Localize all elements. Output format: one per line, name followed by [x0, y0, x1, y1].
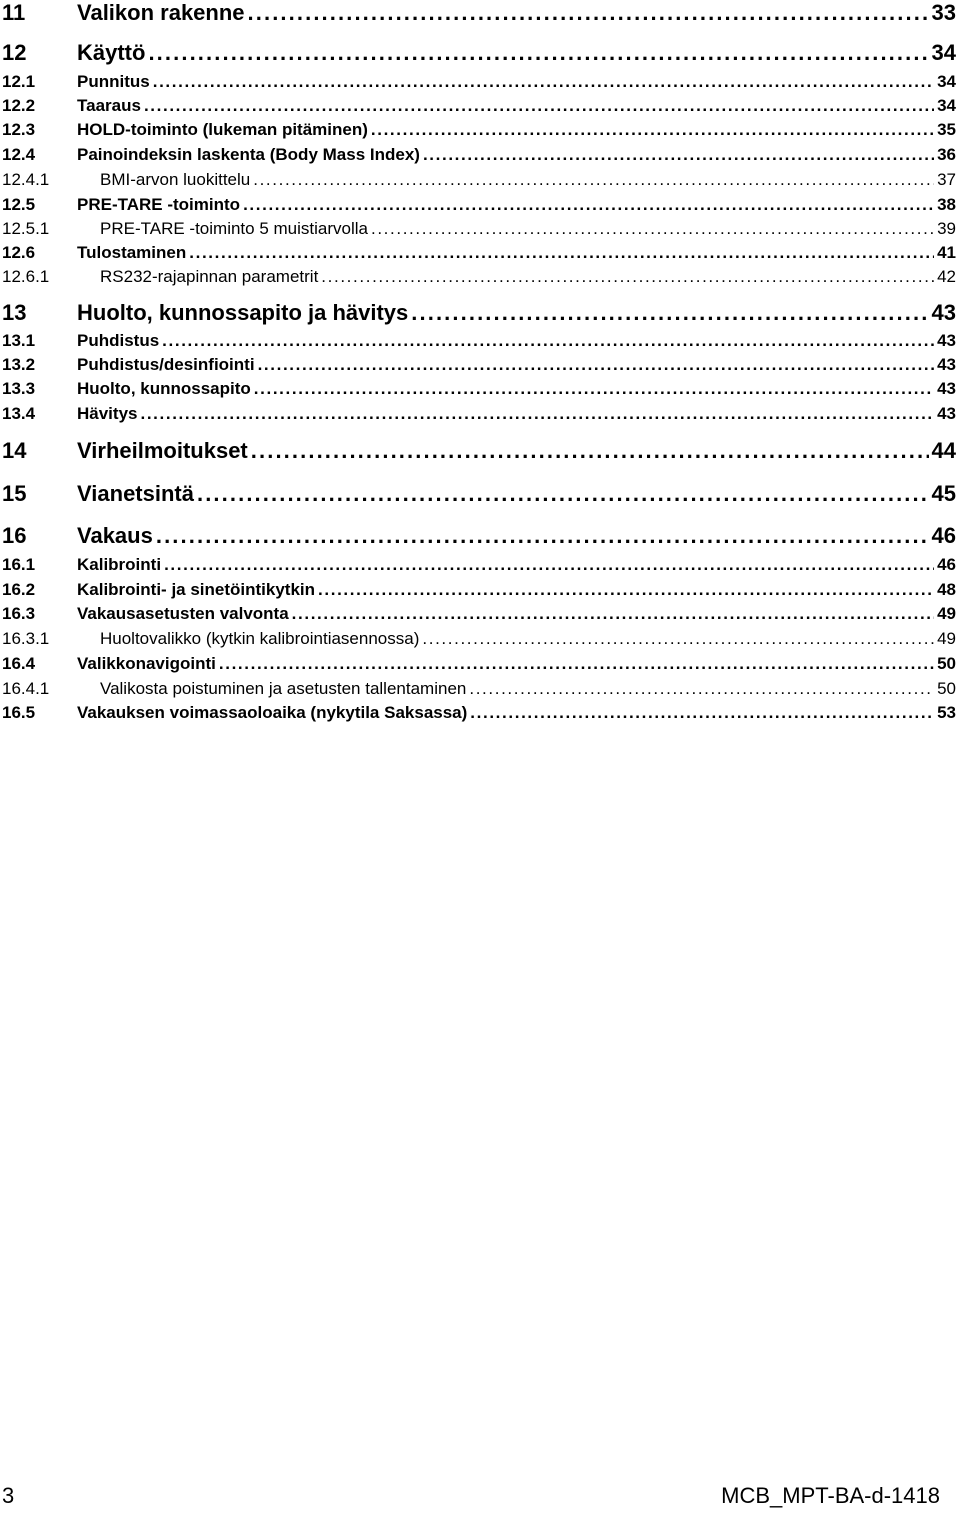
toc-entry-title: Kalibrointi- ja sinetöintikytkin: [77, 580, 316, 599]
toc-entry-title: HOLD-toiminto (lukeman pitäminen): [77, 120, 368, 139]
toc-entry[interactable]: [0, 405, 960, 422]
toc-entry[interactable]: [0, 556, 960, 573]
toc-dot-leader: [371, 121, 934, 138]
toc-entry-title: Huoltovalikko (kytkin kalibrointiasennossa): [100, 629, 420, 648]
toc-entry-title: Puhdistus/desinfiointi: [77, 355, 255, 374]
toc-entry-title: Valikosta poistuminen ja asetusten tallentaminen: [100, 679, 467, 698]
toc-entry-page: 41: [937, 243, 956, 262]
toc-entry-page: 50: [937, 654, 956, 673]
toc-entry-number: 12.4: [2, 145, 36, 164]
toc-entry-number: 16: [2, 523, 27, 548]
toc-entry-page: 37: [937, 170, 956, 189]
toc-dot-leader: [423, 146, 934, 163]
toc-dot-leader: [253, 171, 934, 188]
toc-entry-page: 49: [937, 604, 956, 623]
toc-entry-page: 53: [937, 703, 956, 722]
toc-entry-page: 43: [937, 355, 956, 374]
toc-entry-title: RS232-rajapinnan parametrit: [100, 267, 319, 286]
toc-dot-leader: [321, 268, 934, 285]
toc-dot-leader: [254, 380, 934, 397]
toc-dot-leader: [470, 704, 934, 721]
toc-entry-page: 34: [937, 96, 956, 115]
toc-entry-title: Vianetsintä: [77, 481, 194, 506]
toc-entry-page: 50: [937, 679, 956, 698]
toc-entry-page: 38: [937, 195, 956, 214]
toc-entry-title: Vakausasetusten valvonta: [77, 604, 289, 623]
toc-entry-page: 34: [937, 72, 956, 91]
toc-entry-title: Valikon rakenne: [77, 0, 245, 25]
toc-entry-number: 13.2: [2, 355, 36, 374]
toc-entry[interactable]: [0, 73, 960, 90]
toc-entry[interactable]: [0, 440, 960, 462]
toc-entry[interactable]: [0, 605, 960, 622]
toc-dot-leader: [411, 302, 928, 324]
toc-entry[interactable]: [0, 97, 960, 114]
toc-entry-page: 36: [937, 145, 956, 164]
toc-entry-title: Huolto, kunnossapito ja hävitys: [77, 300, 409, 325]
toc-dot-leader: [251, 440, 929, 462]
toc-entry-page: 42: [937, 267, 956, 286]
toc-entry-title: Huolto, kunnossapito: [77, 379, 251, 398]
toc-entry-number: 16.4: [2, 654, 36, 673]
toc-entry-number: 16.1: [2, 555, 36, 574]
toc-entry-page: 46: [931, 523, 956, 548]
toc-entry-page: 43: [937, 379, 956, 398]
toc-entry-number: 12.5.1: [2, 219, 50, 238]
toc-entry-title: Valikkonavigointi: [77, 654, 216, 673]
toc-entry-number: 13.3: [2, 379, 36, 398]
toc-entry-number: 15: [2, 481, 27, 506]
toc-entry-number: 12.3: [2, 120, 36, 139]
toc-entry-page: 34: [931, 40, 956, 65]
toc-dot-leader: [318, 581, 934, 598]
toc-entry[interactable]: [0, 220, 960, 237]
toc-entry-page: 33: [931, 0, 956, 25]
toc-dot-leader: [292, 605, 934, 622]
toc-dot-leader: [148, 42, 928, 64]
toc-entry-title: Tulostaminen: [77, 243, 187, 262]
toc-dot-leader: [144, 97, 934, 114]
toc-entry-number: 12.5: [2, 195, 36, 214]
toc-entry[interactable]: [0, 704, 960, 721]
toc-entry-number: 13.4: [2, 404, 36, 423]
toc-dot-leader: [153, 73, 934, 90]
toc-entry-number: 11: [2, 0, 26, 25]
toc-entry-title: Hävitys: [77, 404, 138, 423]
toc-entry[interactable]: [0, 268, 960, 285]
toc-dot-leader: [189, 244, 934, 261]
toc-entry[interactable]: [0, 332, 960, 349]
toc-entry-title: Vakaus: [77, 523, 153, 548]
toc-entry-title: PRE-TARE -toiminto 5 muistiarvolla: [100, 219, 368, 238]
toc-entry-page: 48: [937, 580, 956, 599]
toc-entry[interactable]: [0, 302, 960, 324]
toc-entry[interactable]: [0, 581, 960, 598]
toc-entry-title: PRE-TARE -toiminto: [77, 195, 241, 214]
toc-entry[interactable]: [0, 380, 960, 397]
toc-entry[interactable]: [0, 196, 960, 213]
toc-entry-title: BMI-arvon luokittelu: [100, 170, 251, 189]
toc-entry-page: 39: [937, 219, 956, 238]
toc-dot-leader: [258, 356, 935, 373]
toc-entry[interactable]: [0, 244, 960, 261]
toc-entry-title: Kalibrointi: [77, 555, 162, 574]
toc-entry[interactable]: [0, 680, 960, 697]
page-footer: [0, 1483, 960, 1515]
toc-entry-title: Taaraus: [77, 96, 141, 115]
toc-entry-number: 12.1: [2, 72, 36, 91]
footer-document-code: MCB_MPT-BA-d-1418: [721, 1483, 940, 1508]
toc-entry[interactable]: [0, 2, 960, 24]
toc-entry-number: 14: [2, 438, 27, 463]
toc-entry[interactable]: [0, 146, 960, 163]
toc-entry[interactable]: [0, 171, 960, 188]
toc-dot-leader: [162, 332, 934, 349]
toc-dot-leader: [140, 405, 934, 422]
footer-page-number: 3: [2, 1483, 15, 1508]
toc-entry-title: Virheilmoitukset: [77, 438, 248, 463]
toc-entry-number: 12.6: [2, 243, 36, 262]
toc-entry-title: Punnitus: [77, 72, 150, 91]
toc-entry-number: 12.6.1: [2, 267, 50, 286]
toc-entry[interactable]: [0, 525, 960, 547]
toc-entry-page: 43: [937, 331, 956, 350]
toc-entry-title: Puhdistus: [77, 331, 160, 350]
toc-entry-number: 16.3.1: [2, 629, 50, 648]
toc-entry-page: 43: [931, 300, 956, 325]
toc-entry[interactable]: [0, 655, 960, 672]
toc-dot-leader: [219, 655, 934, 672]
toc-dot-leader: [156, 525, 929, 547]
toc-entry[interactable]: [0, 356, 960, 373]
toc-entry-page: 44: [931, 438, 956, 463]
toc-dot-leader: [371, 220, 934, 237]
toc-entry-page: 46: [937, 555, 956, 574]
toc-entry-page: 49: [937, 629, 956, 648]
toc-entry-number: 16.2: [2, 580, 36, 599]
toc-entry-page: 45: [931, 481, 956, 506]
toc-dot-leader: [197, 483, 929, 505]
toc-entry[interactable]: [0, 42, 960, 64]
toc-dot-leader: [469, 680, 934, 697]
toc-dot-leader: [248, 2, 929, 24]
toc-entry-page: 43: [937, 404, 956, 423]
toc-entry-number: 12.2: [2, 96, 36, 115]
toc-entry[interactable]: [0, 121, 960, 138]
toc-dot-leader: [243, 196, 934, 213]
toc-entry-title: Käyttö: [77, 40, 146, 65]
toc-entry-number: 16.3: [2, 604, 36, 623]
toc-entry-number: 12.4.1: [2, 170, 50, 189]
toc-entry-number: 16.4.1: [2, 679, 50, 698]
toc-entry[interactable]: [0, 630, 960, 647]
toc-entry-number: 16.5: [2, 703, 36, 722]
toc-dot-leader: [164, 556, 934, 573]
toc-entry-number: 12: [2, 40, 27, 65]
toc-entry-number: 13: [2, 300, 27, 325]
toc-entry-title: Vakauksen voimassaoloaika (nykytila Saksassa): [77, 703, 468, 722]
toc-dot-leader: [422, 630, 934, 647]
toc-entry-number: 13.1: [2, 331, 36, 350]
toc-entry-page: 35: [937, 120, 956, 139]
toc-entry[interactable]: [0, 483, 960, 505]
toc-entry-title: Painoindeksin laskenta (Body Mass Index): [77, 145, 420, 164]
